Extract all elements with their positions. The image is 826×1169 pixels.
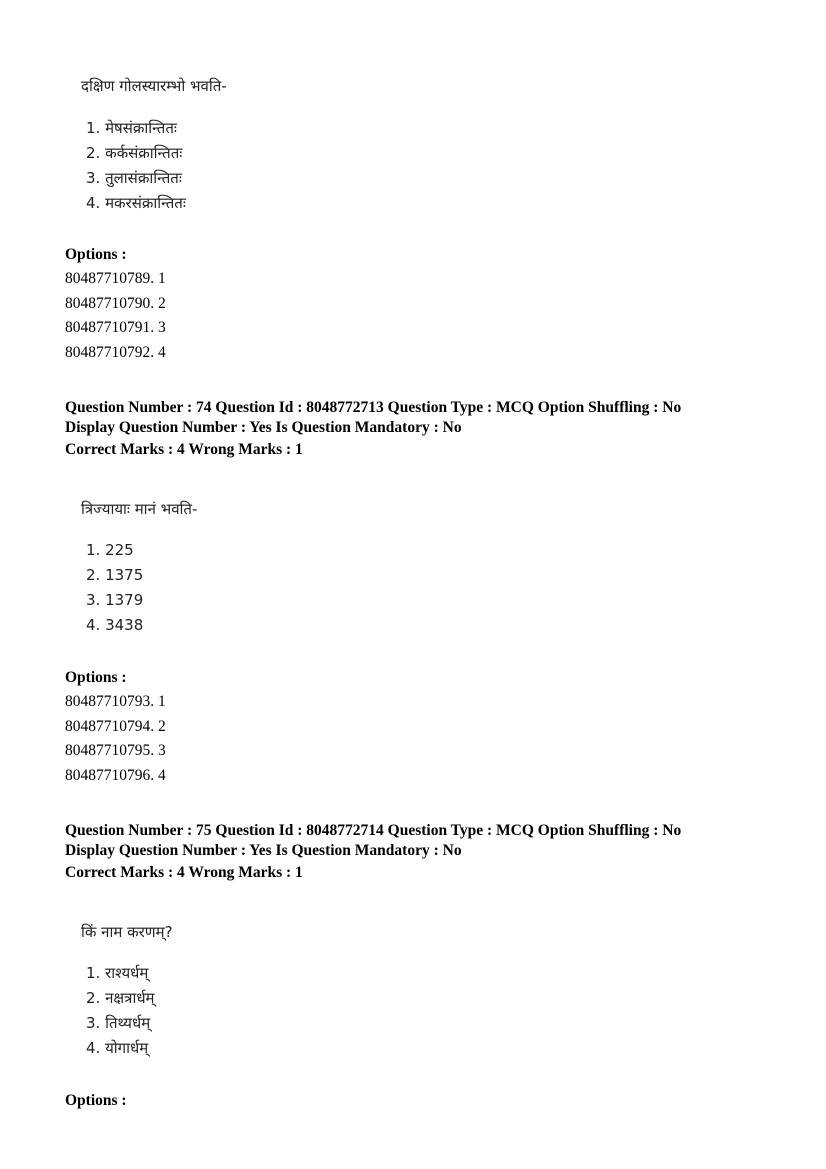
option-id: 80487710789. 1 (65, 270, 166, 287)
choice-1: 1. मेषसंक्रान्तितः (86, 119, 177, 137)
choice-3: 3. तिथ्यर्धम् (86, 1014, 151, 1032)
choice-3: 3. 1379 (86, 591, 144, 609)
question-74-choices (86, 538, 143, 638)
choice-4: 4. 3438 (86, 616, 144, 634)
option-id: 80487710796. 4 (65, 767, 166, 785)
question-75-meta (65, 821, 681, 883)
choice-4: 4. योगार्धम् (86, 1039, 149, 1057)
question-74-text: त्रिज्यायाः मानं भवति- (81, 500, 198, 518)
option-id: 80487710794. 2 (65, 717, 166, 735)
question-info-line: Question Number : 74 Question Id : 8048772713 Question Type : MCQ Option Shuffling : No (65, 399, 682, 416)
display-info-line: Display Question Number : Yes Is Question Mandatory : No (65, 419, 462, 436)
choice-2: 2. 1375 (86, 566, 144, 584)
display-info-line: Display Question Number : Yes Is Question Mandatory : No (65, 842, 462, 859)
question-73-choices (86, 116, 186, 216)
choice-2: 2. नक्षत्रार्धम् (86, 989, 155, 1007)
choice-3: 3. तुलासंक्रान्तितः (86, 169, 182, 187)
choice-4: 4. मकरसंक्रान्तितः (86, 194, 186, 212)
choice-1: 1. 225 (86, 541, 134, 559)
question-75-text: किं नाम करणम्? (81, 923, 173, 941)
marks-line: Correct Marks : 4 Wrong Marks : 1 (65, 441, 303, 458)
question-73-options (65, 267, 166, 366)
option-id: 80487710793. 1 (65, 693, 166, 710)
options-label: Options : (65, 669, 127, 686)
options-label: Options : (65, 246, 127, 263)
option-id: 80487710790. 2 (65, 294, 166, 312)
choice-2: 2. कर्कसंक्रान्तितः (86, 144, 183, 162)
option-id: 80487710791. 3 (65, 319, 166, 337)
option-id: 80487710795. 3 (65, 742, 166, 760)
question-info-line: Question Number : 75 Question Id : 8048772714 Question Type : MCQ Option Shuffling : No (65, 822, 682, 839)
choice-1: 1. राश्यर्धम् (86, 964, 149, 982)
options-label: Options : (65, 1092, 127, 1109)
question-74-meta (65, 398, 681, 460)
question-73-text: दक्षिण गोलस्यारम्भो भवति- (81, 77, 227, 95)
question-74-options (65, 690, 166, 789)
question-75-choices (86, 961, 155, 1061)
option-id: 80487710792. 4 (65, 344, 166, 362)
marks-line: Correct Marks : 4 Wrong Marks : 1 (65, 864, 303, 881)
